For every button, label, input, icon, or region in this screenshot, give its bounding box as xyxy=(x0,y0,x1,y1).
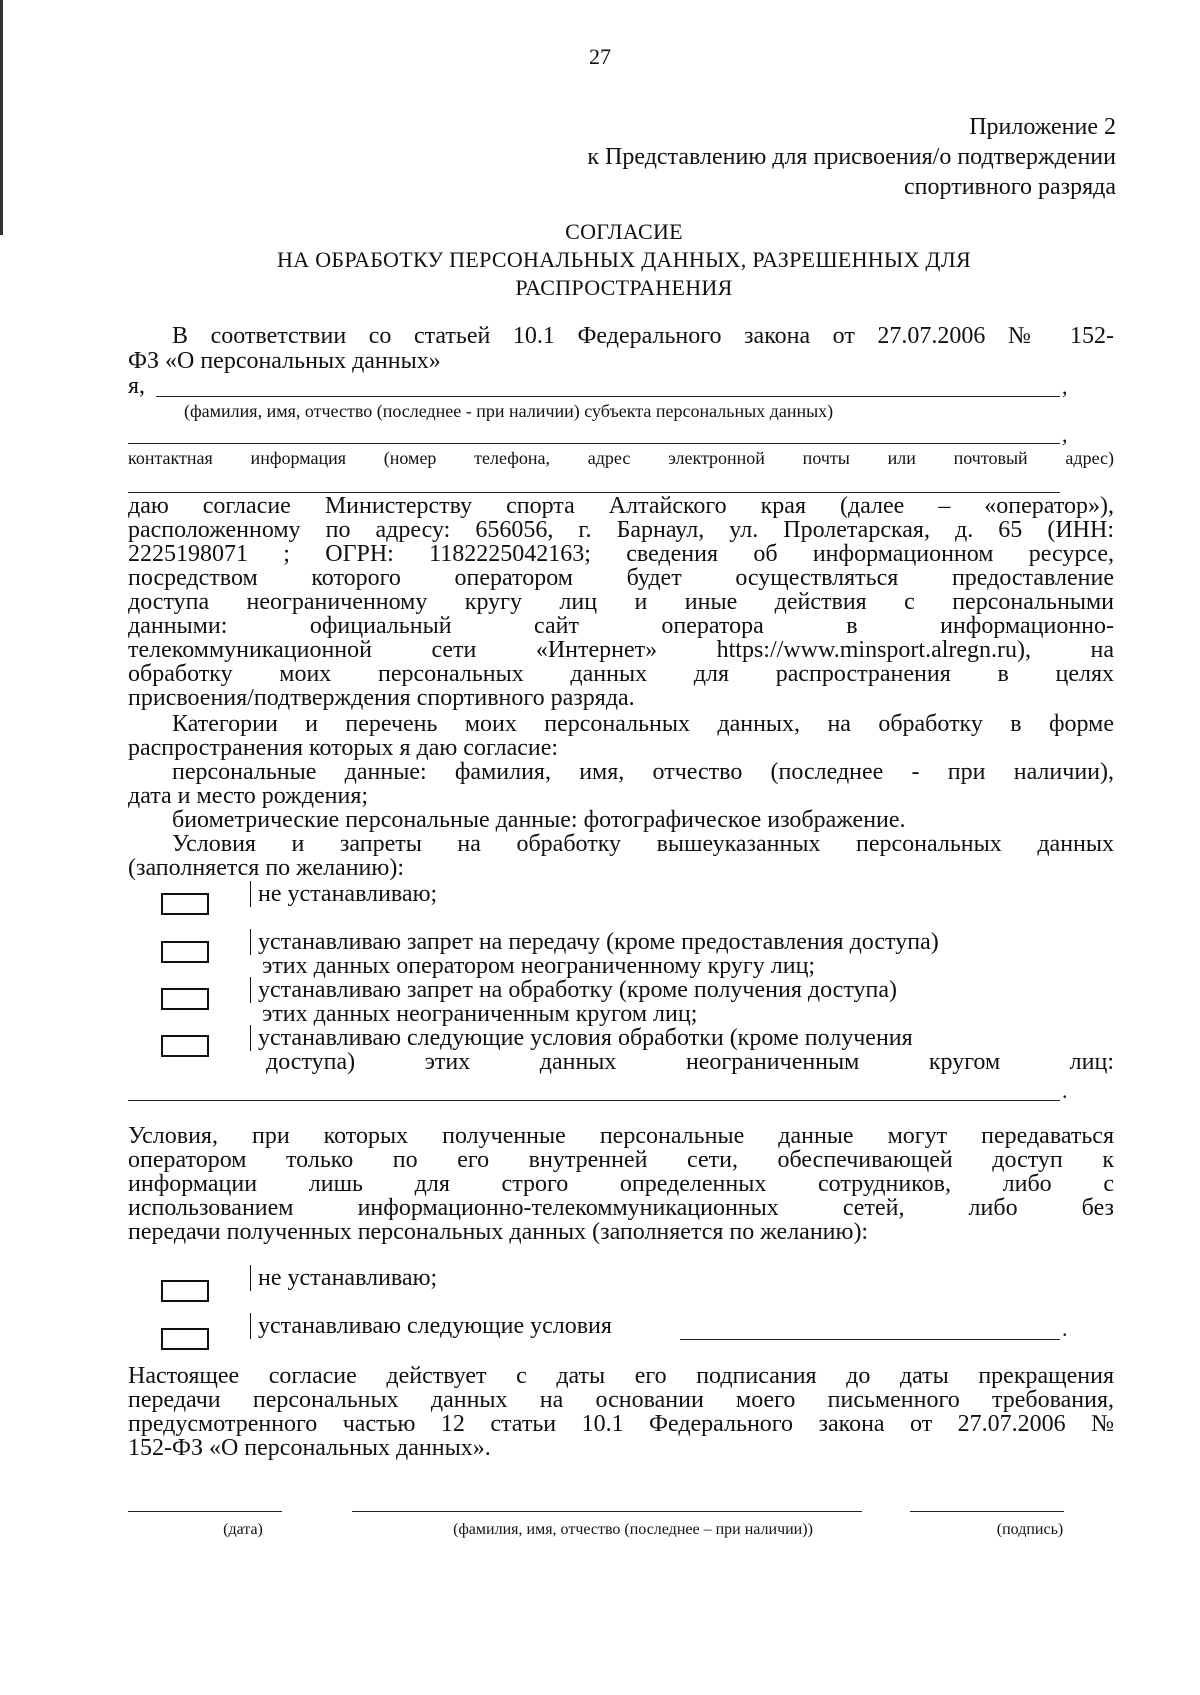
title-line-3: РАСПРОСТРАНЕНИЯ xyxy=(515,275,733,300)
transfer-not-set-label: не устанавливаю; xyxy=(258,1265,438,1291)
processing-conditions-period: . xyxy=(1062,1078,1068,1103)
transfer-line-5: передачи полученных персональных данных (заполняется по желанию): xyxy=(128,1219,869,1245)
date-caption: (дата) xyxy=(223,1521,263,1538)
option-set-conditions-checkbox[interactable] xyxy=(161,1035,209,1057)
intro-line-1: В соответствии со статьей 10.1 Федерального закона от 27.07.2006 № 152- xyxy=(172,323,1114,349)
consent-line-7: телекоммуникационной сети «Интернет» https://www.minsport.alregn.ru), на xyxy=(128,637,1114,663)
name-field-caption: (фамилия, имя, отчество (последнее - при наличии) субъекта персональных данных) xyxy=(184,401,834,421)
option-marker xyxy=(250,1025,251,1051)
full-name-caption: (фамилия, имя, отчество (последнее – при наличии)) xyxy=(453,1521,813,1538)
document-title xyxy=(0,218,1200,302)
title-line-1: СОГЛАСИЕ xyxy=(565,219,683,244)
validity-line-4: 152-ФЗ «О персональных данных». xyxy=(128,1435,491,1461)
title-line-2: НА ОБРАБОТКУ ПЕРСОНАЛЬНЫХ ДАННЫХ, РАЗРЕШЕННЫХ ДЛЯ xyxy=(277,247,971,272)
option-not-set-label: не устанавливаю; xyxy=(258,881,438,907)
contact-field-comma: , xyxy=(1062,422,1068,447)
transfer-line-2: оператором только по его внутренней сети, обеспечивающей доступ к xyxy=(128,1147,1114,1173)
option-marker xyxy=(250,881,251,907)
option-ban-processing-checkbox[interactable] xyxy=(161,988,209,1010)
full-name-field[interactable] xyxy=(352,1511,862,1512)
name-field-comma: , xyxy=(1062,374,1068,399)
validity-line-3: предусмотренного частью 12 статьи 10.1 Федерального закона от 27.07.2006 № xyxy=(128,1411,1114,1437)
categories-line-5: биометрические персональные данные: фотографическое изображение. xyxy=(172,807,906,833)
consent-line-6: данными: официальный сайт оператора в информационно- xyxy=(128,613,1114,639)
scan-edge-mark xyxy=(0,0,3,235)
consent-line-4: посредством которого оператором будет осуществляться предоставление xyxy=(128,565,1114,591)
categories-line-7: (заполняется по желанию): xyxy=(128,855,404,881)
consent-line-9: присвоения/подтверждения спортивного разряда. xyxy=(128,685,635,711)
intro-line-2: ФЗ «О персональных данных» xyxy=(128,348,441,374)
appendix-line-3: спортивного разряда xyxy=(904,174,1116,200)
categories-line-4: дата и место рождения; xyxy=(128,783,369,809)
option-ban-transfer-label-cont: этих данных оператором неограниченному кругу лиц; xyxy=(262,953,816,979)
contact-field-caption: контактная информация (номер телефона, адрес электронной почты или почтовый адрес) xyxy=(128,448,1114,468)
option-set-conditions-label-cont: доступа) этих данных неограниченным кругом лиц: xyxy=(266,1049,1114,1075)
processing-conditions-field[interactable] xyxy=(128,1100,1060,1101)
option-ban-processing-label: устанавливаю запрет на обработку (кроме получения доступа) xyxy=(258,977,897,1003)
categories-line-1: Категории и перечень моих персональных данных, на обработку в форме xyxy=(172,711,1114,737)
transfer-line-1: Условия, при которых полученные персональные данные могут передаваться xyxy=(128,1123,1114,1149)
appendix-line-1: Приложение 2 xyxy=(969,114,1116,140)
option-marker xyxy=(250,1265,251,1291)
contact-info-field[interactable] xyxy=(128,443,1060,444)
transfer-line-3: информации лишь для строго определенных сотрудников, либо с xyxy=(128,1171,1114,1197)
categories-line-2: распространения которых я даю согласие: xyxy=(128,735,559,761)
appendix-line-2: к Представлению для присвоения/о подтверждении xyxy=(587,144,1116,170)
option-marker xyxy=(250,1313,251,1339)
signature-field[interactable] xyxy=(910,1511,1064,1512)
option-marker xyxy=(250,929,251,955)
subject-name-field[interactable] xyxy=(156,396,1060,397)
transfer-not-set-checkbox[interactable] xyxy=(161,1280,209,1302)
ya-label: я, xyxy=(128,373,146,399)
option-set-conditions-label: устанавливаю следующие условия обработки (кроме получения xyxy=(258,1025,913,1051)
appendix-header xyxy=(587,112,1116,202)
option-not-set-checkbox[interactable] xyxy=(161,893,209,915)
consent-line-3: 2225198071 ; ОГРН: 1182225042163; сведения об информационном ресурсе, xyxy=(128,541,1114,567)
option-ban-transfer-label: устанавливаю запрет на передачу (кроме предоставления доступа) xyxy=(258,929,939,955)
option-ban-processing-label-cont: этих данных неограниченным кругом лиц; xyxy=(262,1001,698,1027)
consent-line-2: расположенному по адресу: 656056, г. Барнаул, ул. Пролетарская, д. 65 (ИНН: xyxy=(128,517,1114,543)
consent-line-5: доступа неограниченному кругу лиц и иные действия с персональными xyxy=(128,589,1114,615)
categories-line-6: Условия и запреты на обработку вышеуказанных персональных данных xyxy=(172,831,1114,857)
transfer-line-4: использованием информационно-телекоммуникационных сетей, либо без xyxy=(128,1195,1114,1221)
validity-line-1: Настоящее согласие действует с даты его подписания до даты прекращения xyxy=(128,1363,1114,1389)
transfer-conditions-period: . xyxy=(1062,1316,1068,1341)
transfer-conditions-field[interactable] xyxy=(680,1339,1060,1340)
transfer-set-conditions-label: устанавливаю следующие условия xyxy=(258,1313,612,1339)
option-marker xyxy=(250,977,251,1003)
categories-line-3: персональные данные: фамилия, имя, отчество (последнее - при наличии), xyxy=(172,759,1114,785)
consent-line-8: обработку моих персональных данных для распространения в целях xyxy=(128,661,1114,687)
validity-line-2: передачи персональных данных на основании моего письменного требования, xyxy=(128,1387,1114,1413)
option-ban-transfer-checkbox[interactable] xyxy=(161,941,209,963)
consent-line-1: даю согласие Министерству спорта Алтайского края (далее – «оператор»), xyxy=(128,493,1114,519)
transfer-set-conditions-checkbox[interactable] xyxy=(161,1328,209,1350)
signature-caption: (подпись) xyxy=(996,1521,1064,1538)
date-field[interactable] xyxy=(128,1511,282,1512)
page-number: 27 xyxy=(589,44,611,69)
